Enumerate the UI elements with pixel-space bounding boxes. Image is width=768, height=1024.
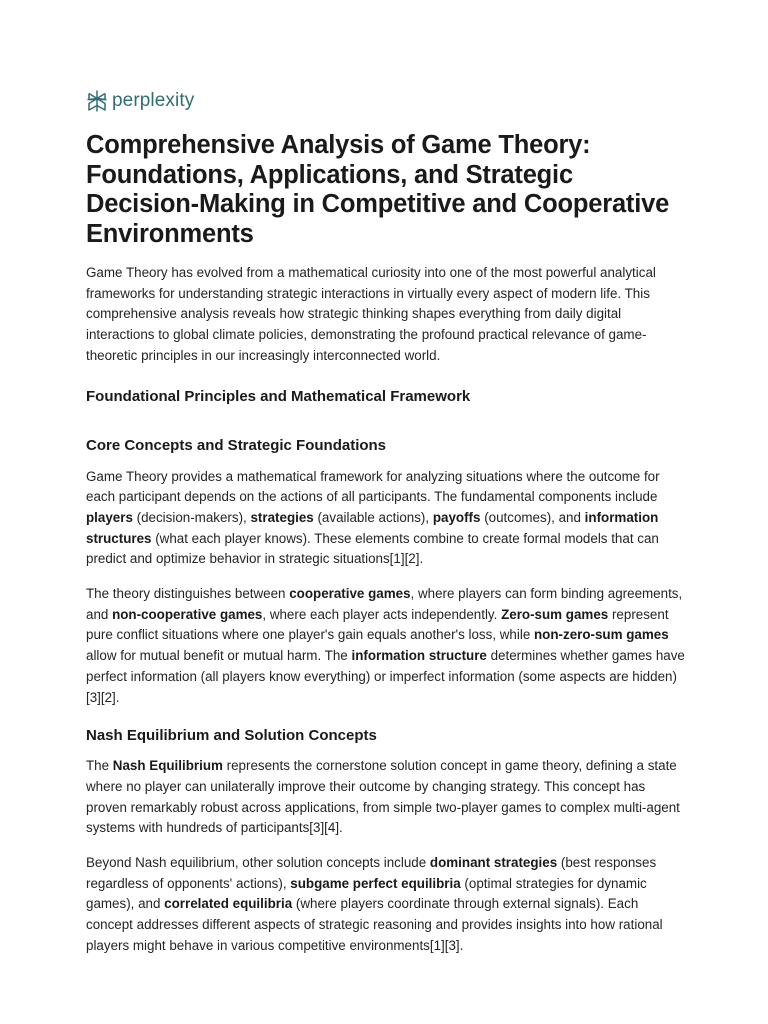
term-cooperative-games: cooperative games	[289, 586, 411, 602]
term-players: players	[86, 509, 133, 525]
term-nash-equilibrium: Nash Equilibrium	[112, 758, 223, 774]
subsection-heading-nash-equilibrium: Nash Equilibrium and Solution Concepts	[86, 727, 377, 745]
brand-header	[86, 86, 686, 116]
term-information-structures: information structures	[86, 509, 659, 546]
document-page	[86, 86, 686, 957]
term-non-cooperative-games: non-cooperative games	[112, 606, 263, 622]
intro-paragraph: Game Theory has evolved from a mathematical curiosity into one of the most powerful analytical frameworks for understanding strategic interactions in virtually every aspect of modern life. This comprehensive analysis reveals how strategic thinking shapes everything from daily digital interactions to global climate policies, demonstrating the profound practical relevance of game-theoretic principles in our increasingly interconnected world.	[86, 265, 656, 363]
term-dominant-strategies: dominant strategies	[429, 855, 558, 871]
text-run: (where players coordinate through external signals). Each concept addresses different aspects of strategic reasoning and provides insights into how rational players might behave in various competitive environments[1][3].	[86, 896, 663, 953]
nash-paragraph-2	[86, 853, 686, 957]
term-subgame-perfect-equilibria: subgame perfect equilibria	[290, 875, 461, 891]
text-run: , where players can form binding agreements, and	[86, 586, 683, 622]
text-run: Beyond Nash equilibrium, other solution concepts include	[86, 855, 430, 871]
text-run: determines whether games have perfect information (all players know everything) or imperfect information (some aspects are hidden)[3][2].	[86, 648, 685, 705]
term-strategies: strategies	[250, 509, 314, 525]
text-run: (available actions),	[313, 509, 433, 525]
term-zero-sum-games: Zero-sum games	[501, 606, 609, 622]
term-information-structure: information structure	[351, 648, 487, 664]
core-concepts-paragraph-2	[86, 584, 686, 708]
page-title: Comprehensive Analysis of Game Theory: Foundations, Applications, and Strategic Decision-Making in Competitive and Cooperative Environments	[86, 131, 670, 248]
core-concepts-paragraph-1	[86, 467, 686, 571]
subsection-heading-core-concepts: Core Concepts and Strategic Foundations	[86, 436, 387, 454]
text-run: represents the cornerstone solution concept in game theory, defining a state where no player can unilaterally improve their outcome by changing strategy. This concept has proven remarkably robust across applications, from simple two-player games to complex multi-agent systems with hundreds of participants[3][4].	[86, 758, 680, 836]
term-non-zero-sum-games: non-zero-sum games	[534, 627, 669, 643]
term-payoffs: payoffs	[432, 509, 481, 525]
perplexity-logo-icon	[86, 89, 108, 113]
brand-name: perplexity	[112, 90, 195, 111]
text-run: allow for mutual benefit or mutual harm. The	[86, 648, 352, 664]
text-run: (decision-makers),	[132, 509, 251, 525]
text-run: , where each player acts independently.	[262, 606, 502, 622]
text-run: (optimal strategies for dynamic games), and	[86, 875, 647, 912]
text-run: (best responses regardless of opponents' actions),	[86, 855, 657, 891]
section-heading-foundational: Foundational Principles and Mathematical Framework	[86, 387, 471, 405]
text-run: represent pure conflict situations where one player's gain equals another's loss, while	[86, 606, 669, 643]
text-run: Game Theory provides a mathematical framework for analyzing situations where the outcome for each participant depends on the actions of all participants. The fundamental components include	[86, 468, 660, 505]
text-run: The theory distinguishes between	[86, 586, 290, 602]
term-correlated-equilibria: correlated equilibria	[164, 896, 293, 912]
text-run: (what each player knows). These elements combine to create formal models that can predict and optimize behavior in strategic situations[1][2].	[86, 530, 659, 567]
text-run: The	[86, 758, 113, 774]
nash-paragraph-1	[86, 756, 686, 839]
text-run: (outcomes), and	[480, 509, 585, 525]
